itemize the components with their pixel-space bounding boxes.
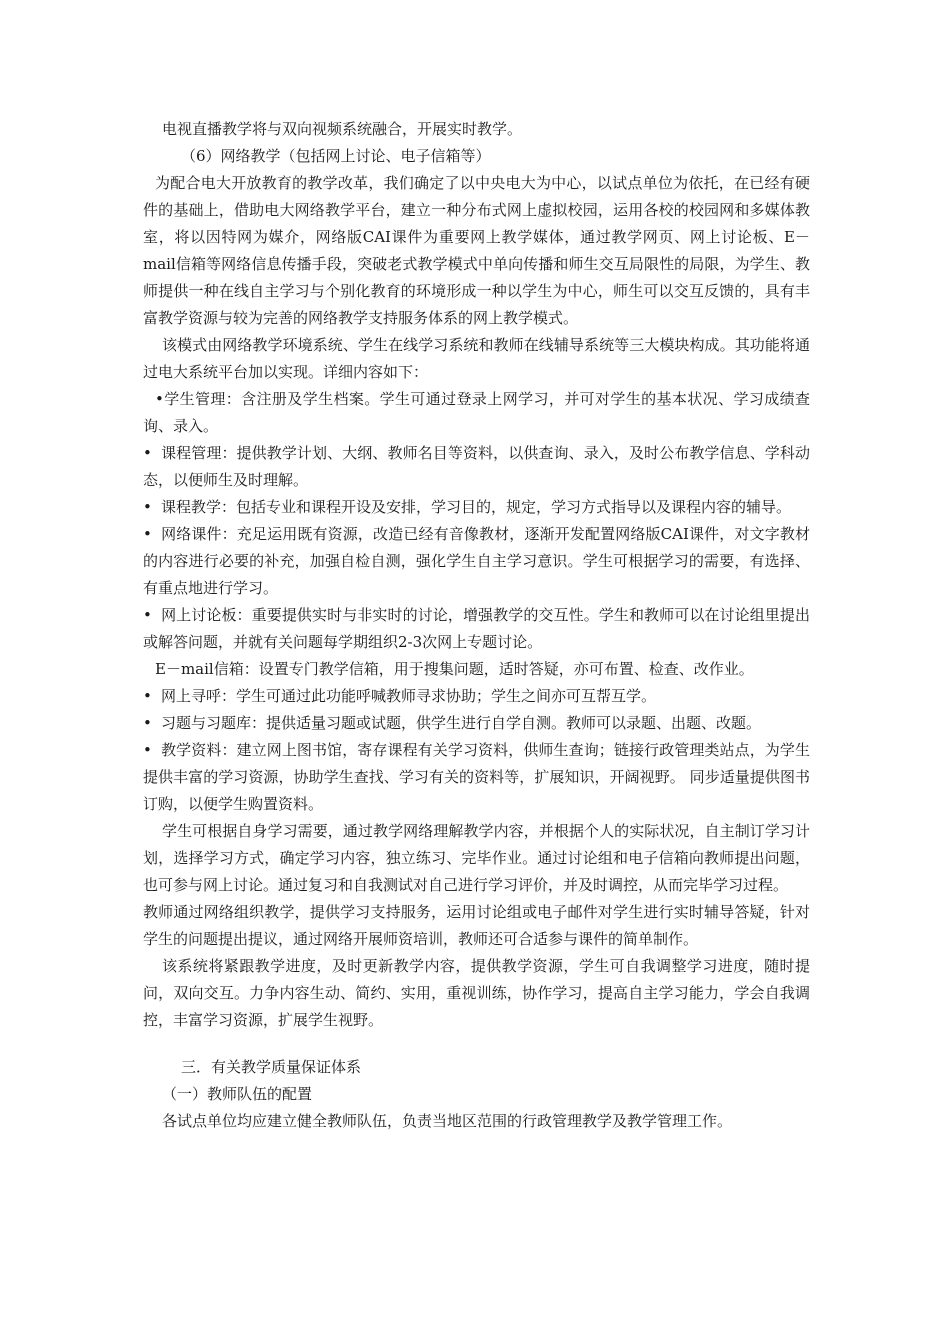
bullet-mark: • [143,606,152,624]
bullet-course-management [143,440,810,494]
document-body [143,116,810,1135]
paragraph-teacher-team: 各试点单位均应建立健全教师队伍，负责当地区范围的行政管理教学及教学管理工作。 [162,1112,733,1130]
bullet-course-teaching [143,494,810,521]
paragraph-teacher-role: 教师通过网络组织教学，提供学习支持服务，运用讨论组或电子邮件对学生进行实时辅导答疑，针对学生的问题提出提议，通过网络开展师资培训，教师还可合适参与课件的简单制作。 [143,903,810,948]
bullet-teaching-materials [143,737,810,818]
bullet-mark: • [143,714,152,732]
bullet-network-courseware [143,521,810,602]
bullet-text: 习题与习题库：提供适量习题或试题，供学生进行自学自测。教师可以录题、出题、改题。 [161,714,762,732]
bullet-text: 网络课件：充足运用既有资源，改造已经有音像教材，逐渐开发配置网络版CAI课件，对文字教材的内容进行必要的补充，加强自检自测，强化学生自主学习意识。学生可根据学习的需要，有选择、有重点地进行学习。 [143,525,810,597]
bullet-discussion-board [143,602,810,656]
bullet-text: 课程教学：包括专业和课程开设及安排，学习目的，规定，学习方式指导以及课程内容的辅导。 [161,498,792,516]
bullet-mark: • [143,498,152,516]
section-heading-quality: 三．有关教学质量保证体系 [181,1058,362,1076]
bullet-mark: • [143,525,152,543]
paragraph-system-goals: 该系统将紧跟教学进度，及时更新教学内容，提供教学资源，学生可自我调整学习进度，随时提问，双向交互。力争内容生动、简约、实用，重视训练，协作学习，提高自主学习能力，学会自我调控，丰富学习资源，扩展学生视野。 [143,957,810,1029]
bullet-mark: • [143,444,152,462]
paragraph-tv-broadcast: 电视直播教学将与双向视频系统融合，开展实时教学。 [162,120,523,138]
bullet-mark: • [143,687,152,705]
bullet-email: E－mail信箱：设置专门教学信箱，用于搜集问题，适时答疑，亦可布置、检查、改作业。 [155,660,754,678]
section-gap [143,1034,810,1054]
section-network-teaching: （6）网络教学（包括网上讨论、电子信箱等） [181,147,491,165]
paragraph-model-structure: 该模式由网络教学环境系统、学生在线学习系统和教师在线辅导系统等三大模块构成。其功能将通过电大系统平台加以实现。详细内容如下： [143,336,810,381]
bullet-online-paging [143,683,810,710]
bullet-text: 课程管理：提供教学计划、大纲、教师名目等资料，以供查询、录入，及时公布教学信息、学科动态，以便师生及时理解。 [143,444,810,489]
subsection-heading-teachers: （一）教师队伍的配置 [162,1085,313,1103]
bullet-mark: • [143,741,152,759]
paragraph-student-learning: 学生可根据自身学习需要，通过教学网络理解教学内容，并根据个人的实际状况，自主制订学习计划，选择学习方式，确定学习内容，独立练习、完毕作业。通过讨论组和电子信箱向教师提出问题，也可参与网上讨论。通过复习和自我测试对自己进行学习评价，并及时调控，从而完毕学习过程。 [143,822,810,894]
bullet-student-management: •学生管理：含注册及学生档案。学生可通过登录上网学习，并可对学生的基本状况、学习成绩查询、录入。 [143,390,810,435]
bullet-text: 网上讨论板：重要提供实时与非实时的讨论，增强教学的交互性。学生和教师可以在讨论组里提出或解答问题，并就有关问题每学期组织2-3次网上专题讨论。 [143,606,810,651]
bullet-exercise-bank [143,710,810,737]
bullet-text: 网上寻呼：学生可通过此功能呼喊教师寻求协助；学生之间亦可互帮互学。 [161,687,657,705]
paragraph-network-intro: 为配合电大开放教育的教学改革，我们确定了以中央电大为中心，以试点单位为依托，在已经有硬件的基础上，借助电大网络教学平台，建立一种分布式网上虚拟校园，运用各校的校园网和多媒体教室，将以因特网为媒介，网络版CAI课件为重要网上教学媒体，通过教学网页、网上讨论板、E－mail信箱等网络信息传播手段，突破老式教学模式中单向传播和师生交互局限性的局限，为学生、教师提供一种在线自主学习与个别化教育的环境形成一种以学生为中心，师生可以交互反馈的，具有丰富教学资源与较为完善的网络教学支持服务体系的网上教学模式。 [143,174,810,327]
bullet-text: 教学资料：建立网上图书馆，寄存课程有关学习资料，供师生查询；链接行政管理类站点，为学生提供丰富的学习资源，协助学生查找、学习有关的资料等，扩展知识，开阔视野。 同步适量提供图书订购，以便学生购置资料。 [143,741,810,813]
